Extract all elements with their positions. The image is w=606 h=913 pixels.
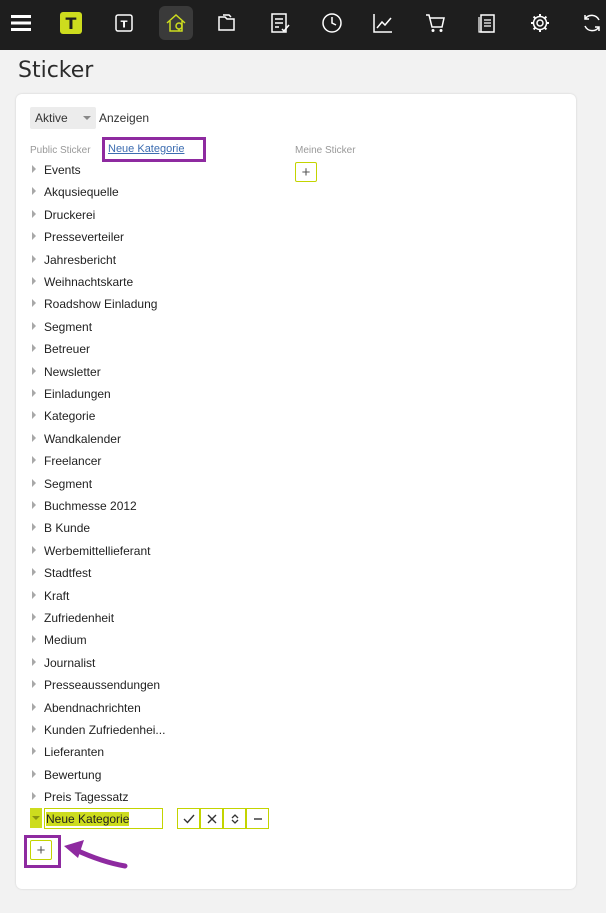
caret-right-icon[interactable] [32, 434, 36, 442]
menu-icon[interactable] [4, 6, 38, 40]
category-item[interactable] [30, 586, 280, 606]
category-label: Lieferanten [44, 745, 105, 760]
category-label: Kraft [44, 588, 70, 603]
minus-icon [252, 813, 264, 825]
category-item[interactable] [30, 406, 280, 426]
category-item[interactable] [30, 563, 280, 583]
category-item[interactable] [30, 384, 280, 404]
category-label: Buchmesse 2012 [44, 499, 137, 513]
category-label: Newsletter [44, 364, 101, 379]
cancel-button[interactable] [200, 808, 223, 829]
category-item[interactable] [30, 294, 280, 314]
category-name-value: Neue Kategorie [46, 812, 130, 826]
category-label: Medium [44, 633, 87, 648]
category-item[interactable] [30, 496, 280, 516]
category-label: Kategorie [44, 409, 96, 424]
category-item[interactable] [30, 698, 280, 718]
cart-icon[interactable] [418, 6, 452, 40]
remove-button[interactable] [246, 808, 269, 829]
category-label: B Kunde [44, 521, 91, 536]
caret-right-icon[interactable] [32, 770, 36, 778]
caret-right-icon[interactable] [32, 255, 36, 263]
category-label: Wandkalender [44, 431, 121, 446]
category-item[interactable] [30, 541, 280, 561]
category-item[interactable] [30, 451, 280, 471]
caret-right-icon[interactable] [32, 725, 36, 733]
caret-right-icon[interactable] [32, 568, 36, 576]
template-icon[interactable] [107, 6, 141, 40]
category-label: Betreuer [44, 342, 91, 357]
caret-right-icon[interactable] [32, 523, 36, 531]
status-filter-value: Aktive [35, 111, 68, 125]
plus-icon: + [36, 841, 46, 859]
category-label: Einladungen [44, 387, 111, 401]
category-label: Presseaussendungen [44, 678, 161, 693]
page-title: Sticker [18, 58, 94, 83]
caret-right-icon[interactable] [32, 456, 36, 464]
gear-icon[interactable] [523, 6, 557, 40]
category-label: Segment [44, 476, 93, 491]
home-pin-icon[interactable] [159, 6, 193, 40]
category-item[interactable] [30, 160, 280, 180]
category-name-input[interactable] [44, 808, 163, 829]
caret-right-icon[interactable] [32, 367, 36, 375]
meine-sticker-heading: Meine Sticker [295, 145, 356, 156]
category-item[interactable] [30, 742, 280, 762]
logo-letter: T [65, 14, 77, 33]
category-label: Jahresbericht [44, 252, 117, 267]
caret-right-icon[interactable] [32, 613, 36, 621]
caret-right-icon[interactable] [32, 658, 36, 666]
category-item[interactable] [30, 317, 280, 337]
caret-right-icon[interactable] [32, 546, 36, 554]
category-label: Zufriedenheit [44, 611, 115, 625]
documents-icon[interactable] [470, 6, 504, 40]
category-item[interactable] [30, 250, 280, 270]
category-label: Akqusiequelle [44, 185, 119, 200]
filter-label: Anzeigen [99, 111, 150, 125]
category-item[interactable] [30, 630, 280, 650]
category-label: Preis Tagessatz [44, 790, 129, 805]
caret-right-icon[interactable] [32, 501, 36, 509]
caret-right-icon[interactable] [32, 389, 36, 397]
caret-right-icon[interactable] [32, 165, 36, 173]
caret-right-icon[interactable] [32, 792, 36, 800]
caret-right-icon[interactable] [32, 703, 36, 711]
category-label: Presseverteiler [44, 230, 125, 245]
category-item[interactable] [30, 765, 280, 785]
category-label: Journalist [44, 655, 96, 670]
caret-right-icon[interactable] [32, 299, 36, 307]
category-item[interactable] [30, 272, 280, 292]
highlight-frame-add [24, 835, 61, 868]
expand-icon[interactable] [30, 808, 42, 828]
category-label: Segment [44, 319, 93, 334]
annotation-arrow-icon [62, 838, 128, 872]
chart-icon[interactable] [366, 6, 400, 40]
category-item[interactable] [30, 429, 280, 449]
category-item[interactable] [30, 182, 280, 202]
caret-right-icon[interactable] [32, 635, 36, 643]
category-label: Bewertung [44, 767, 102, 782]
clock-icon[interactable] [315, 6, 349, 40]
category-item[interactable] [30, 474, 280, 494]
plus-icon: + [301, 163, 311, 181]
files-icon[interactable] [211, 6, 245, 40]
close-icon [206, 813, 218, 825]
caret-right-icon[interactable] [32, 187, 36, 195]
caret-right-icon[interactable] [32, 747, 36, 755]
status-filter-select[interactable] [30, 107, 96, 129]
category-label: Stadtfest [44, 566, 92, 581]
sync-icon[interactable] [575, 6, 606, 40]
category-label: Druckerei [44, 207, 96, 222]
category-label: Freelancer [44, 454, 102, 469]
public-sticker-heading: Public Sticker [30, 145, 91, 156]
chevron-down-icon [83, 116, 91, 120]
neue-kategorie-link[interactable]: Neue Kategorie [108, 143, 185, 155]
category-label: Weihnachtskarte [44, 275, 134, 289]
top-navigation-bar [0, 0, 606, 50]
caret-right-icon[interactable] [32, 479, 36, 487]
caret-right-icon[interactable] [32, 411, 36, 419]
category-item[interactable] [30, 608, 280, 628]
sort-icon [229, 813, 241, 825]
template-badge-letter: T [120, 19, 128, 31]
category-item[interactable] [30, 653, 280, 673]
sticker-panel [16, 94, 576, 889]
logo-icon[interactable] [54, 6, 88, 40]
category-item[interactable] [30, 720, 280, 740]
category-item[interactable] [30, 787, 280, 807]
caret-right-icon[interactable] [32, 591, 36, 599]
caret-right-icon[interactable] [32, 232, 36, 240]
category-item[interactable] [30, 362, 280, 382]
category-item[interactable] [30, 675, 280, 695]
category-label: Werbemittellieferant [44, 543, 151, 558]
caret-right-icon[interactable] [32, 210, 36, 218]
category-item[interactable] [30, 339, 280, 359]
category-item[interactable] [30, 518, 280, 538]
add-my-sticker-button[interactable] [295, 162, 317, 182]
caret-right-icon[interactable] [32, 322, 36, 330]
category-label: Kunden Zufriedenhei... [44, 723, 166, 737]
confirm-button[interactable] [177, 808, 200, 829]
category-label: Roadshow Einladung [44, 297, 158, 312]
check-icon [183, 813, 195, 825]
caret-right-icon[interactable] [32, 680, 36, 688]
caret-right-icon[interactable] [32, 344, 36, 352]
category-label: Abendnachrichten [44, 700, 141, 715]
category-item[interactable] [30, 227, 280, 247]
reorder-button[interactable] [223, 808, 246, 829]
highlight-frame-link [102, 137, 206, 162]
category-label: Events [44, 163, 81, 177]
category-item[interactable] [30, 205, 280, 225]
caret-right-icon[interactable] [32, 277, 36, 285]
checklist-icon[interactable] [263, 6, 297, 40]
